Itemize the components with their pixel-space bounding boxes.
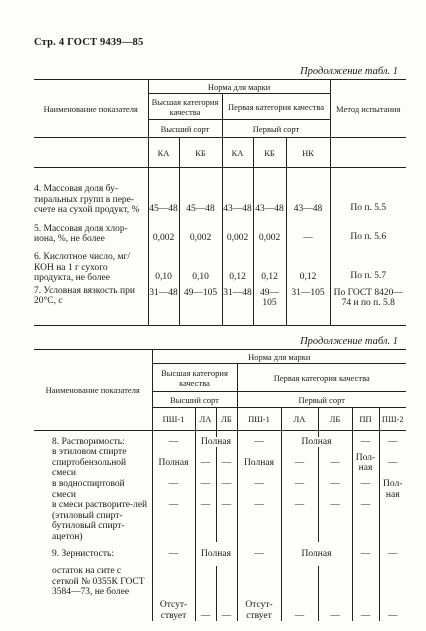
table-row xyxy=(34,284,406,326)
cell-value: Отсут-ствует xyxy=(237,566,281,621)
cell-value: — xyxy=(237,479,281,500)
cell-value: — xyxy=(216,500,237,542)
cell-value: — xyxy=(195,479,216,500)
cell-value: — xyxy=(281,500,318,542)
cell-value: — xyxy=(352,479,379,500)
mark-header: КА xyxy=(148,138,179,168)
cell-value: Пол-ная xyxy=(352,447,379,479)
col-first-cat-header: Первая категория качества xyxy=(222,94,330,120)
cell-value: 0,12 xyxy=(286,245,330,284)
row-method: По ГОСТ 8420—74 и по п. 5.8 xyxy=(330,284,406,326)
row-name: остаток на сите с сеткой № 0355К ГОСТ 3584—73, не более xyxy=(34,566,152,621)
cell-value: — xyxy=(237,500,281,542)
mark-header: НК xyxy=(286,138,330,168)
cell-value: — xyxy=(352,542,379,566)
table-2 xyxy=(34,349,406,621)
table-row xyxy=(34,479,406,500)
cell-value: — xyxy=(286,216,330,245)
continuation-label-2: Продолжение табл. 1 xyxy=(300,336,398,347)
cell-value: 49—105 xyxy=(253,284,286,326)
table-row xyxy=(34,437,406,448)
cell-value: Полная xyxy=(195,437,237,448)
cell-value: 0,002 xyxy=(179,216,222,245)
cell-value: Полная xyxy=(281,542,352,566)
col-high-grade-header: Высший сорт xyxy=(148,120,222,138)
mark-header: ЛА xyxy=(281,408,318,431)
col-high-cat-header: Высшая категория качества xyxy=(152,364,237,392)
row-name: в этиловом спирте спиртобензольной смеси xyxy=(34,447,152,479)
mark-header: ПШ-2 xyxy=(379,408,406,431)
row-name: в водноспиртовой смеси xyxy=(34,479,152,500)
cell-value: 45—48 xyxy=(148,168,179,216)
cell-value: — xyxy=(352,500,379,542)
cell-value: — xyxy=(352,566,379,621)
mark-header: КА xyxy=(222,138,253,168)
row-method: По п. 5.6 xyxy=(330,216,406,245)
cell-value: — xyxy=(195,447,216,479)
cell-value: — xyxy=(318,500,352,542)
cell-value: 31—48 xyxy=(222,284,253,326)
table-row xyxy=(34,500,406,542)
cell-value: 45—48 xyxy=(179,168,222,216)
table-row xyxy=(34,447,406,479)
cell-value: — xyxy=(352,437,379,448)
col-first-cat-header: Первая категория качества xyxy=(237,364,406,392)
row-method: По п. 5.5 xyxy=(330,168,406,216)
col-method-header: Метод испытания xyxy=(330,80,406,138)
cell-value: — xyxy=(152,479,195,500)
cell-value: — xyxy=(152,500,195,542)
col-high-cat-header: Высшая категория качества xyxy=(148,94,222,120)
cell-value: Полная xyxy=(237,447,281,479)
cell-value: — xyxy=(216,566,237,621)
cell-value: 0,002 xyxy=(222,216,253,245)
cell-value: 43—48 xyxy=(253,168,286,216)
row-name: 4. Массовая доля бу-тиральных групп в пере-счете на сухой продукт, % xyxy=(34,168,148,216)
cell-value: — xyxy=(195,500,216,542)
cell-value: — xyxy=(195,566,216,621)
row-name: в смеси растворите-лей (этиловый спирт-бутиловый спирт-ацетон) xyxy=(34,500,152,542)
cell-value: 43—48 xyxy=(286,168,330,216)
row-name: 5. Массовая доля хлор-иона, %, не более xyxy=(34,216,148,245)
cell-value: 0,12 xyxy=(253,245,286,284)
cell-value: 49—105 xyxy=(179,284,222,326)
mark-header: ПШ-1 xyxy=(152,408,195,431)
col-name-header: Наименование показателя xyxy=(34,80,148,138)
mark-header: КБ xyxy=(179,138,222,168)
cell-value: Полная xyxy=(281,437,352,448)
mark-header: ПШ-1 xyxy=(237,408,281,431)
col-high-grade-header: Высший сорт xyxy=(152,392,237,408)
cell-value: — xyxy=(379,542,406,566)
table-1 xyxy=(34,79,406,326)
row-method: По п. 5.7 xyxy=(330,245,406,284)
page-header: Стр. 4 ГОСТ 9439—85 xyxy=(34,37,144,48)
row-name: 8. Растворимость: xyxy=(34,437,152,448)
table-row xyxy=(34,216,406,245)
cell-value: — xyxy=(379,437,406,448)
mark-header: КБ xyxy=(253,138,286,168)
row-name: 6. Кислотное число, мг/КОН на 1 г сухого продукта, не более xyxy=(34,245,148,284)
col-name-header: Наименование показателя xyxy=(34,350,152,431)
cell-value: Отсут-ствует xyxy=(152,566,195,621)
mark-header: ЛА xyxy=(195,408,216,431)
mark-header: ЛБ xyxy=(216,408,237,431)
cell-value: Полная xyxy=(152,447,195,479)
cell-value: — xyxy=(216,447,237,479)
cell-value: — xyxy=(237,542,281,566)
cell-value: — xyxy=(237,437,281,448)
cell-value: — xyxy=(152,542,195,566)
cell-value: — xyxy=(379,447,406,479)
cell-value: 0,10 xyxy=(148,245,179,284)
cell-value: 0,002 xyxy=(253,216,286,245)
cell-value: Полная xyxy=(195,542,237,566)
table-row xyxy=(34,245,406,284)
cell-value: — xyxy=(379,566,406,621)
cell-value: 31—105 xyxy=(286,284,330,326)
continuation-label-1: Продолжение табл. 1 xyxy=(300,66,398,77)
table-row xyxy=(34,542,406,566)
cell-value: — xyxy=(318,447,352,479)
row-name: 7. Условная вязкость при 20°С, с xyxy=(34,284,148,326)
cell-value: 0,12 xyxy=(222,245,253,284)
col-norm-header: Норма для марки xyxy=(148,80,330,94)
cell-value: 0,002 xyxy=(148,216,179,245)
cell-value: — xyxy=(281,479,318,500)
cell-value: — xyxy=(318,566,352,621)
cell-value: — xyxy=(216,479,237,500)
mark-header: ПП xyxy=(352,408,379,431)
cell-value: 0,10 xyxy=(179,245,222,284)
cell-value: 43—48 xyxy=(222,168,253,216)
col-first-grade-header: Первый сорт xyxy=(237,392,406,408)
table-row xyxy=(34,168,406,216)
col-norm-header: Норма для марки xyxy=(152,350,406,364)
cell-value: — xyxy=(281,566,318,621)
cell-value: — xyxy=(318,479,352,500)
cell-value: Пол-ная xyxy=(379,479,406,542)
row-name: 9. Зернистость: xyxy=(34,542,152,566)
cell-value: — xyxy=(281,447,318,479)
table-row xyxy=(34,566,406,621)
mark-header: ЛБ xyxy=(318,408,352,431)
col-first-grade-header: Первый сорт xyxy=(222,120,330,138)
cell-value: — xyxy=(152,437,195,448)
cell-value: 31—48 xyxy=(148,284,179,326)
